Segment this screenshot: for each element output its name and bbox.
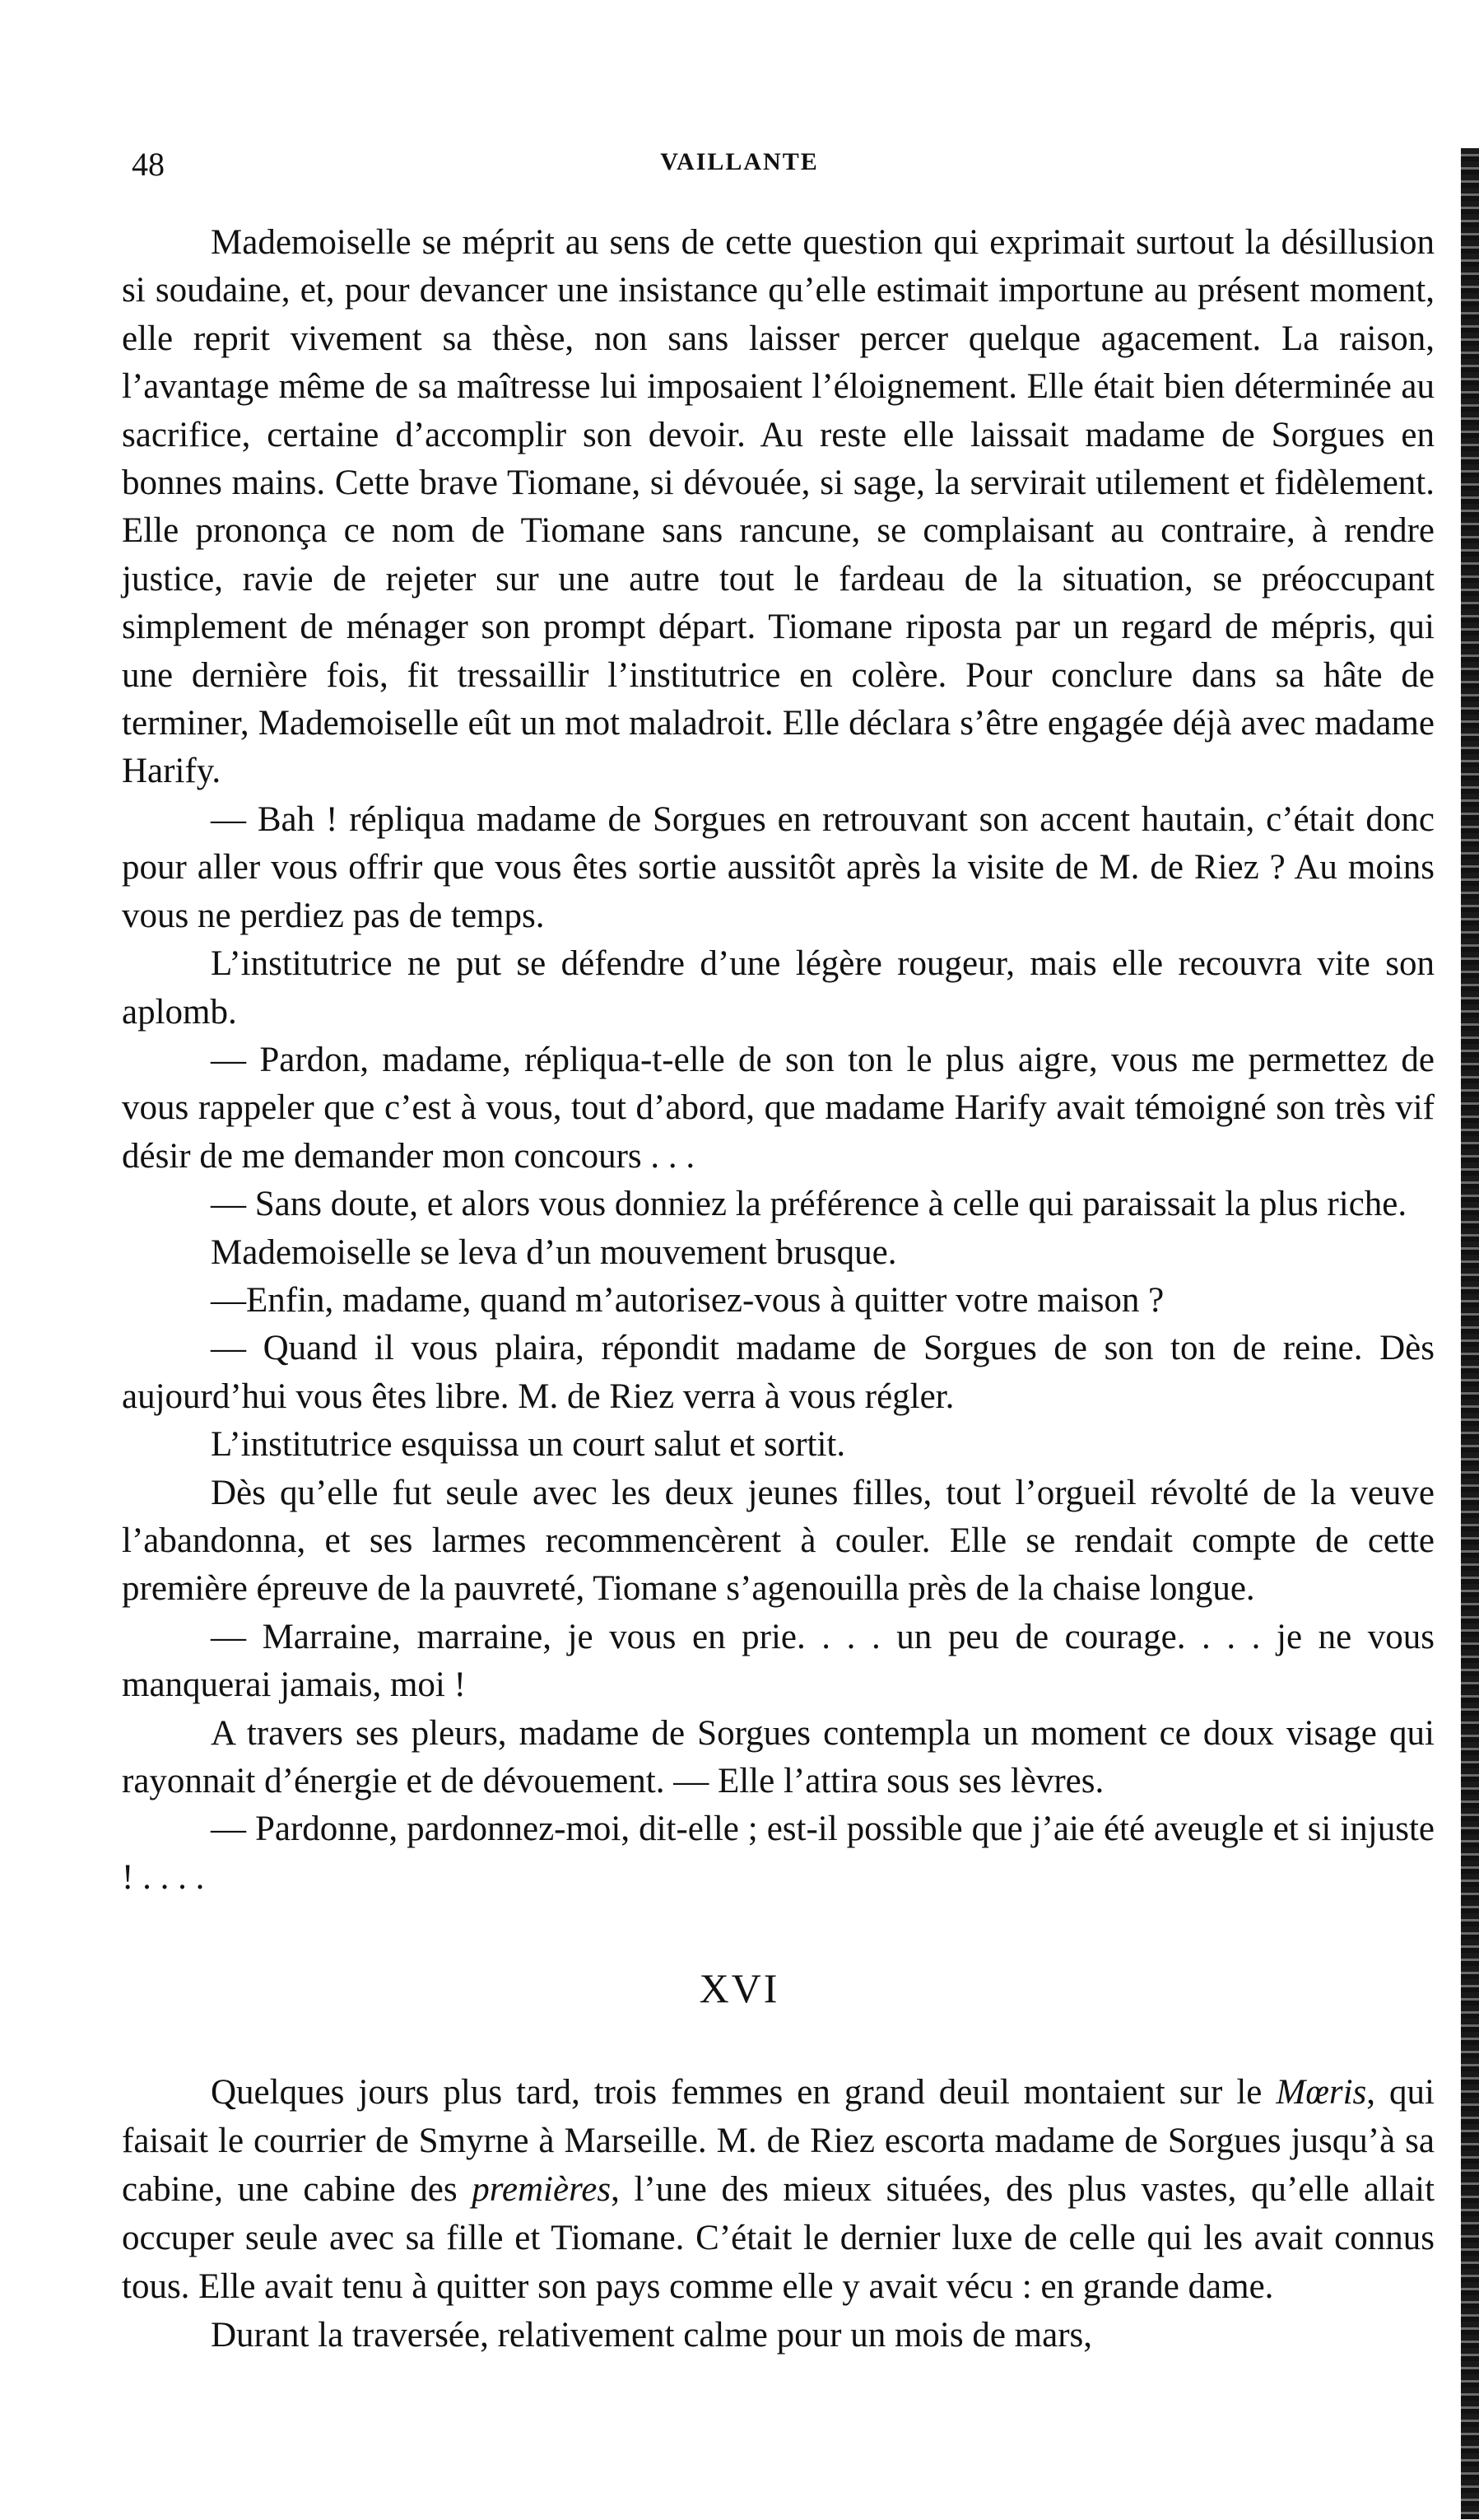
paragraph: Durant la traversée, relativement calme pour un mois de mars, (211, 2316, 1093, 2355)
paragraph: A travers ses pleurs, madame de Sorgues contempla un moment ce doux visage qui rayonnait d’énergie et de dévouement. — Elle l’attira sous ses lèvres. (122, 1713, 1435, 1800)
paragraph: L’institutrice esquissa un court salut et sortit. (211, 1425, 846, 1465)
paragraph: — Marraine, marraine, je vous en prie. . . . un peu de courage. . . . je ne vous manquerai jamais, moi ! (122, 1617, 1435, 1705)
chapter-heading: XVI (699, 1965, 780, 2011)
paragraph: Dès qu’elle fut seule avec les deux jeunes filles, tout l’orgueil révolté de la veuve l’abandonna, et ses larmes recommencèrent à couler. Elle se rendait compte de cette première épreuve de la pauvreté, Tiomane s’agenouilla près de la chaise longue. (122, 1473, 1435, 1609)
paragraph: L’institutrice ne put se défendre d’une légère rougeur, mais elle recouvra vite son aplomb. (122, 944, 1435, 1032)
running-title: VAILLANTE (660, 148, 819, 175)
paragraph: Mademoiselle se leva d’un mouvement brusque. (211, 1232, 897, 1272)
page-number: 48 (132, 146, 165, 183)
text-run: , l’une des mieux situées, des plus vastes, qu’elle allait occuper seule avec sa fille et Tiomane. C’était le dernier luxe de celle qui les avait connus tous. Elle avait tenu à quitter son pays comme elle y avait vécu : en grande dame. (122, 2170, 1435, 2306)
text-run: Quelques jours plus tard, trois femmes en grand deuil montaient sur le (211, 2073, 1277, 2112)
paragraph: — Pardon, madame, répliqua-t-elle de son ton le plus aigre, vous me permettez de vous rappeler que c’est à vous, tout d’abord, que madame Harify avait témoigné son très vif désir de me demander mon concours . . . (122, 1040, 1435, 1176)
body-text (122, 219, 1435, 1902)
paragraph: — Sans doute, et alors vous donniez la préférence à celle qui paraissait la plus riche. (211, 1185, 1407, 1224)
chapter-text (122, 2068, 1435, 2359)
paragraph: — Bah ! répliqua madame de Sorgues en retrouvant son accent hautain, c’était donc pour aller vous offrir que vous êtes sortie aussitôt après la visite de M. de Riez ? Au moins vous ne perdiez pas de temps. (122, 799, 1435, 935)
italic-word: premières (472, 2170, 612, 2209)
paragraph: —Enfin, madame, quand m’autorisez-vous à quitter votre maison ? (211, 1280, 1165, 1320)
paragraph: Mademoiselle se méprit au sens de cette question qui exprimait surtout la désillusion si soudaine, et, pour devancer une insistance qu’elle estimait importune au présent moment, elle reprit vivement sa thèse, non sans laisser percer quelque agacement. La raison, l’avantage même de sa maîtresse lui imposaient l’éloignement. Elle était bien déterminée au sacrifice, certaine d’accomplir son devoir. Au reste elle laissait madame de Sorgues en bonnes mains. Cette brave Tiomane, si dévouée, si sage, la servirait utilement et fidèlement. Elle prononça ce nom de Tiomane sans rancune, se complaisant au contraire, à rendre justice, ravie de rejeter sur une autre tout le fardeau de la situation, se préoccupant simplement de ménager son prompt départ. Tiomane riposta par un regard de mépris, qui une dernière fois, fit tressaillir l’institutrice en colère. Pour conclure dans sa hâte de terminer, Mademoiselle eût un mot maladroit. Elle déclara s’être engagée déjà avec madame Harify. (122, 223, 1435, 791)
ship-name: Mœris (1276, 2073, 1367, 2112)
text-run: , qui faisait le courrier de Smyrne à Marseille. M. de Riez escorta madame de Sorgues jusqu’à sa cabine, une cabine des (122, 2073, 1435, 2209)
page-edge-shadow (1461, 148, 1479, 2519)
paragraph: — Pardonne, pardonnez-moi, dit-elle ; est-il possible que j’aie été aveugle et si injuste ! . . . . (122, 1810, 1435, 1897)
paragraph: — Quand il vous plaira, répondit madame de Sorgues de son ton de reine. Dès aujourd’hui vous êtes libre. M. de Riez verra à vous régler. (122, 1329, 1435, 1416)
paragraph (122, 2068, 1435, 2311)
